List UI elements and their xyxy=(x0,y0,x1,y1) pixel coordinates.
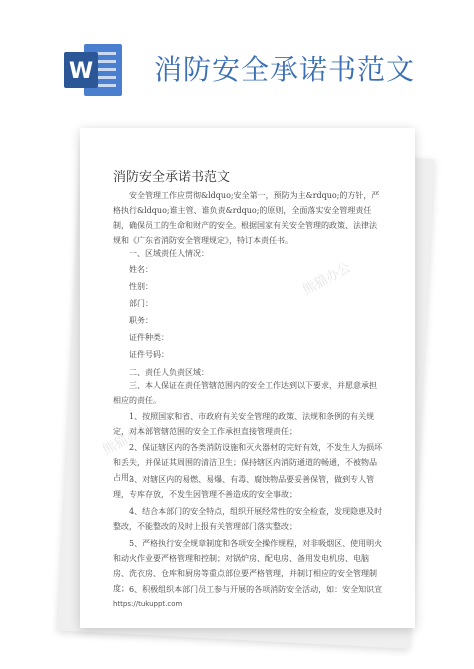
list-item: 6、积极组织本部门员工参与开展的各项消防安全活动，如：安全知识宣 xyxy=(129,585,383,594)
watermark: 熊猫办公 xyxy=(100,420,154,459)
list-item: 2、保证辖区内的各类消防设施和灭火器材的完好有效，不发生人为损坏和丢失，并保证其周围的清洁卫生；保持辖区内消防通道的畅通，不被物品占用； xyxy=(113,443,383,482)
word-icon xyxy=(62,38,126,102)
document-page xyxy=(80,128,415,628)
header-banner xyxy=(0,0,474,110)
field-gender: 性别： xyxy=(129,282,153,291)
watermark: 熊猫办公 xyxy=(300,260,354,299)
svg-text:W: W xyxy=(68,59,94,84)
section-heading: 一、区域责任人情况： xyxy=(129,249,209,258)
list-item: 4、结合本部门的安全特点，组织开展经常性的安全检查，发现隐患及时整改，不能整改的及时上报有关管理部门落实整改； xyxy=(113,507,383,531)
list-item: 1、按照国家和省、市政府有关安全管理的政策、法规和条例的有关规定，对本部管辖范围的安全工作承担直接管理责任； xyxy=(113,412,375,436)
list-item: 3、对辖区内的易燃、易爆、有毒、腐蚀物品要妥善保管，做到专人管理，专库存放，不发生因管理不善造成的安全事故； xyxy=(113,475,375,499)
document-title: 消防安全承诺书范文 xyxy=(113,170,231,185)
field-id-type: 证件种类： xyxy=(129,333,169,342)
field-position: 职务： xyxy=(129,316,153,325)
field-name: 姓名： xyxy=(129,265,153,274)
section-heading: 二、责任人负责区域： xyxy=(129,368,209,377)
banner-title: 消防安全承诺书范文 xyxy=(154,53,416,86)
intro-paragraph: 安全管理工作应贯彻&ldquo;安全第一，预防为主&rdquo;的方针，严格执行&ldquo;谁主管、谁负责&rdquo;的原则，全面落实安全管理责任制，确保员工的生命和财产的安全。根据国家有关安全管理的政策、法律法规和《广东省消防安全管理规定》，特订本责任书。 xyxy=(113,191,380,245)
section-paragraph: 三、本人保证在责任管辖范围内的安全工作达到以下要求，并愿意承担相应的责任。 xyxy=(113,381,377,405)
footer-url: https://tukuppt.com xyxy=(113,600,183,608)
field-id-number: 证件号码： xyxy=(129,350,169,359)
list-item: 5、严格执行安全规章制度和各项安全操作规程，对非吸烟区、使用明火和动火作业要严格管理和控制；对锅炉房、配电房、备用发电机房、电脑房、洗衣房、仓库和厨房等重点部位要严格管理，并制订相应的安全管理制度； xyxy=(113,539,383,593)
field-department: 部门： xyxy=(129,299,153,308)
